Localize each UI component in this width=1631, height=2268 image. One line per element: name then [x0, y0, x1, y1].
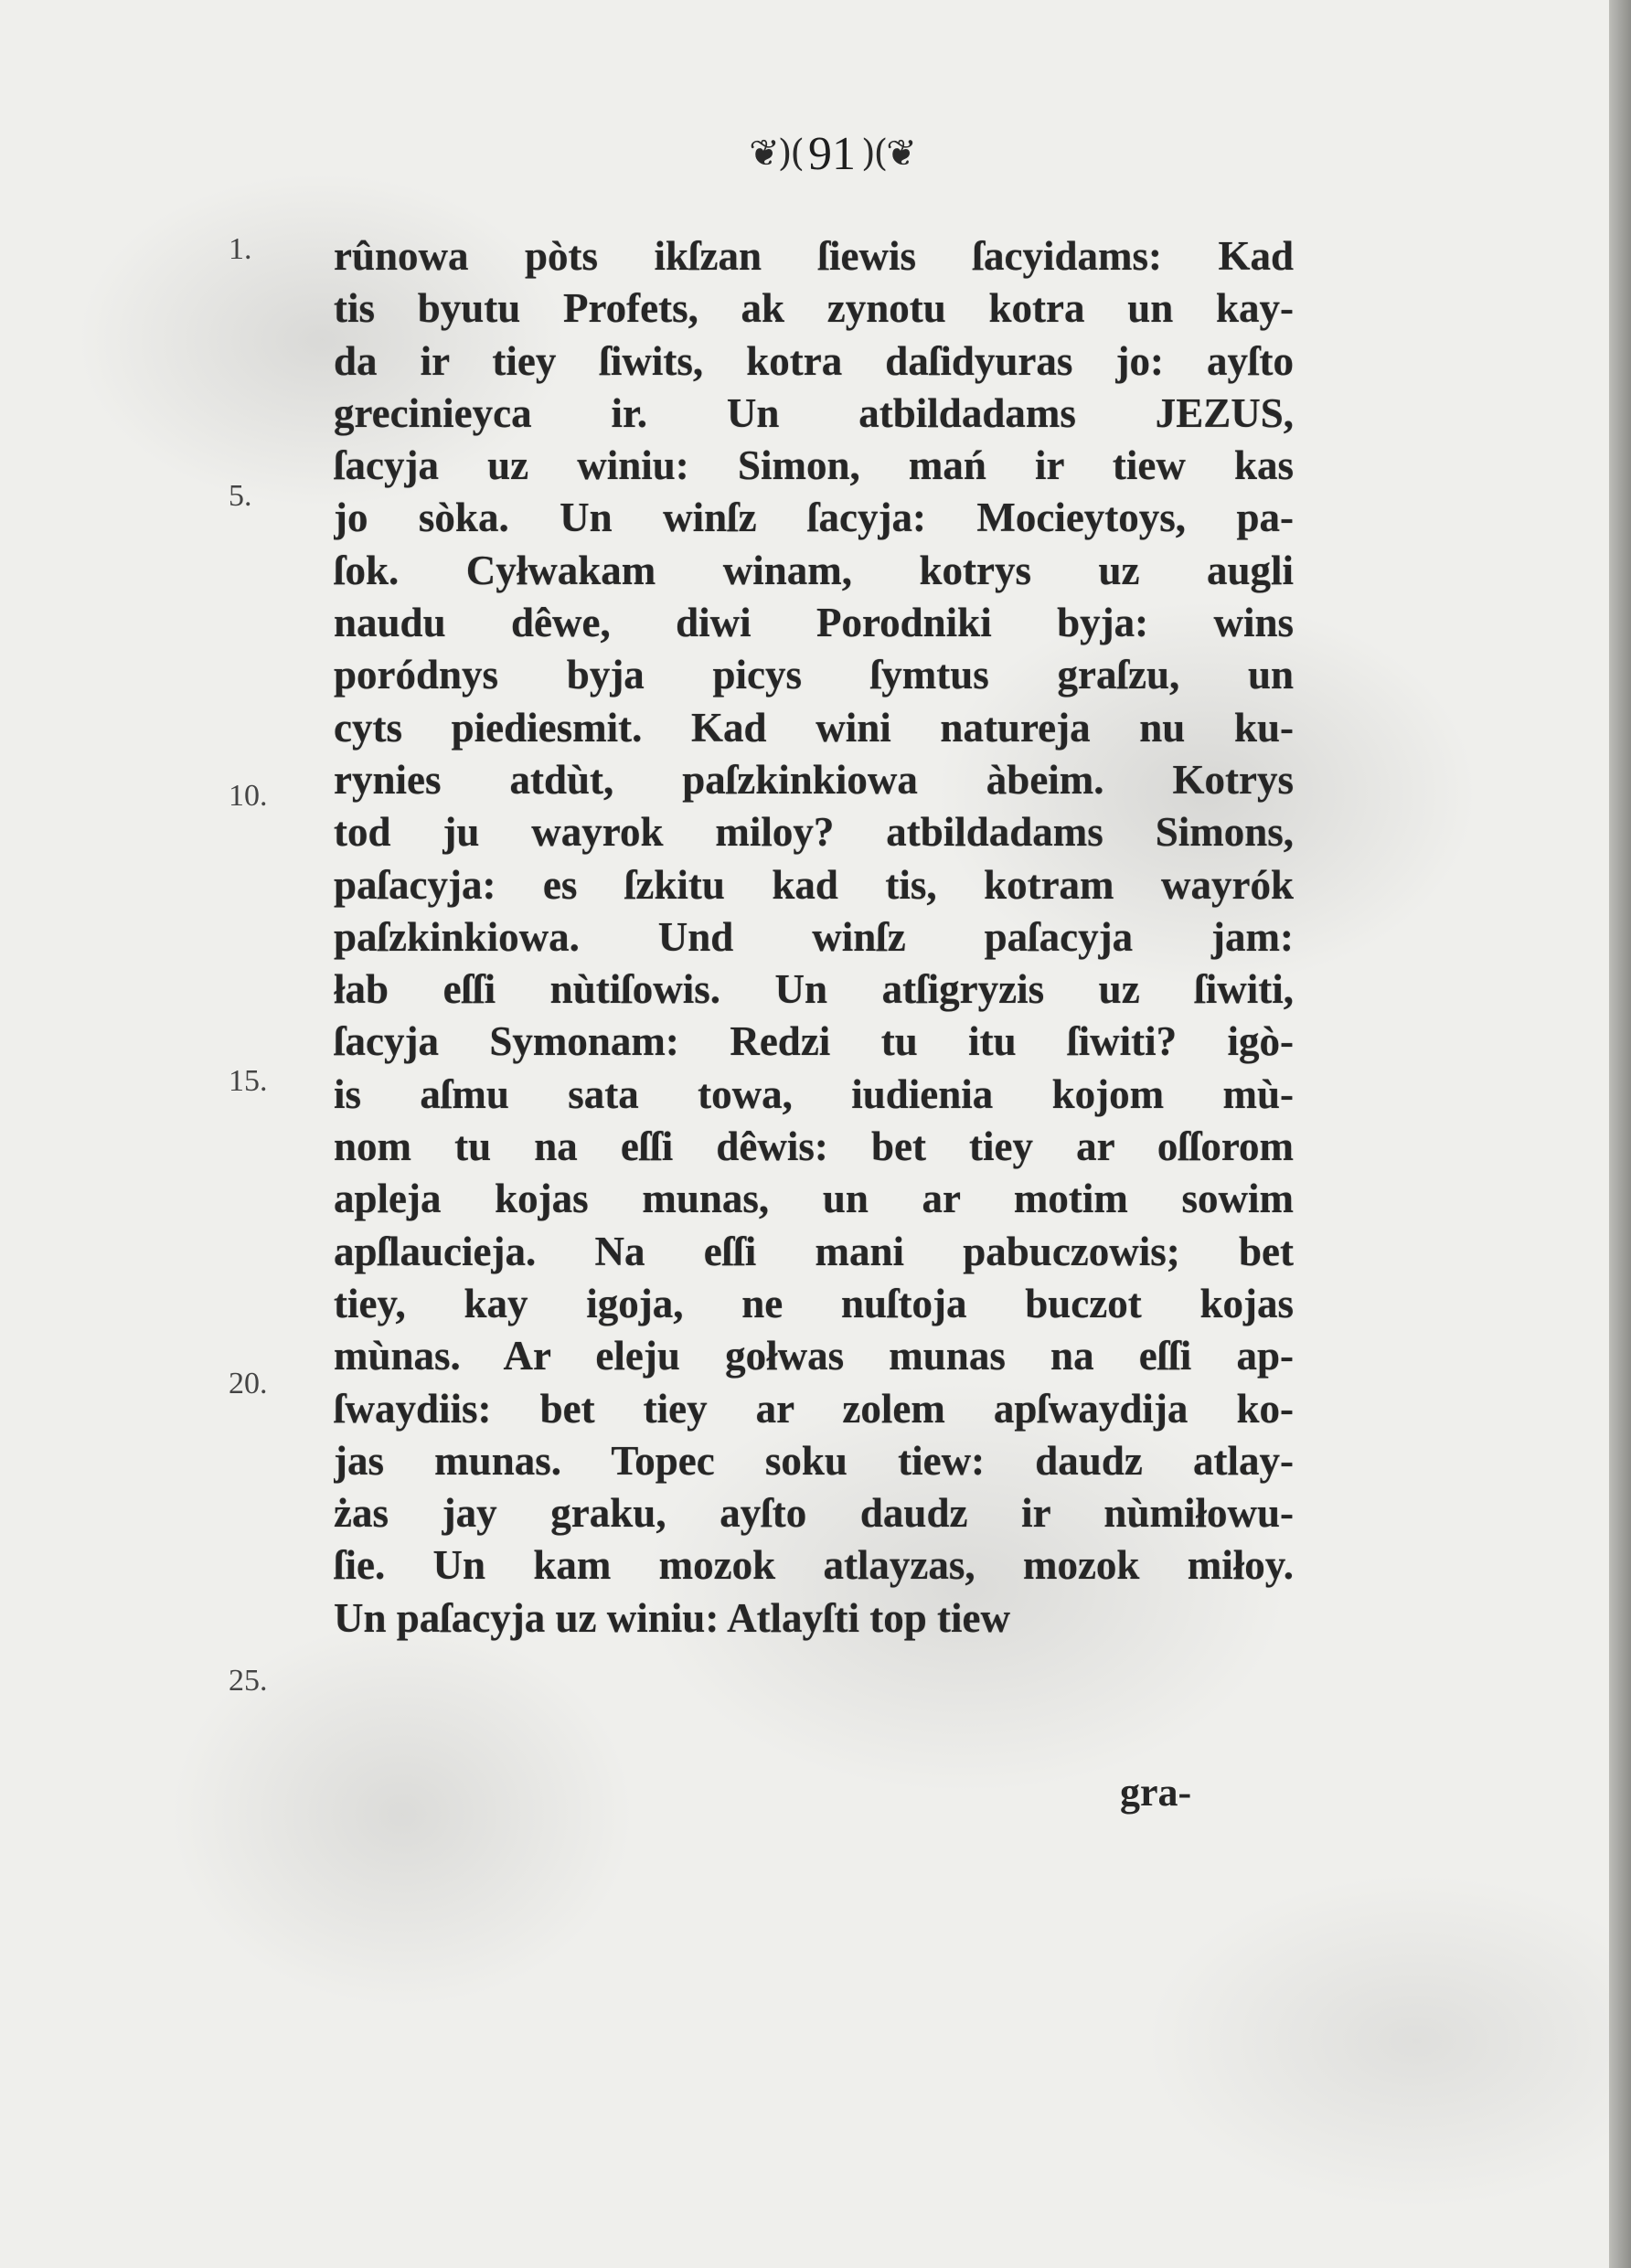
page-number: 91 — [808, 127, 856, 180]
text-line: grecinieyca ir. Un atbildadams JEZUS, — [334, 389, 1294, 436]
text-line: rûnowa pòts ikſzan ſiewis ſacyidams: Kad — [334, 233, 1294, 279]
text-line: naudu dêwe, diwi Porodniki byja: wins — [334, 600, 1294, 646]
margin-line-number: 25. — [229, 1664, 268, 1698]
margin-line-number: 20. — [229, 1367, 268, 1400]
margin-line-number: 15. — [229, 1064, 268, 1098]
text-line: mùnas. Ar eleju gołwas munas na eſſi ap- — [334, 1333, 1294, 1379]
text-line: da ir tiey ſiwits, kotra daſidyuras jo: ayſto — [334, 337, 1294, 384]
text-line: paſacyja: es ſzkitu kad tis, kotram wayrók — [334, 861, 1294, 908]
text-line: cyts piediesmit. Kad wini natureja nu ku- — [334, 704, 1294, 751]
text-line: nom tu na eſſi dêwis: bet tiey ar oſſorom — [334, 1123, 1294, 1170]
text-line: ſie. Un kam mozok atlayzas, mozok miłoy. — [334, 1542, 1294, 1589]
text-line: apſlaucieja. Na eſſi mani pabuczowis; bet — [334, 1228, 1294, 1274]
text-line: żas jay graku, ayſto daudz ir nùmiłowu- — [334, 1490, 1294, 1537]
page-edge — [1609, 0, 1631, 2268]
text-line: paſzkinkiowa. Und winſz paſacyja jam: — [334, 913, 1294, 960]
catchword: gra- — [1120, 1770, 1192, 1815]
body-text — [334, 230, 1294, 1645]
ornament-left-icon: ❦)( — [749, 133, 803, 175]
text-line: rynies atdùt, paſzkinkiowa àbeim. Kotrys — [334, 756, 1294, 803]
text-line: tiey, kay igoja, ne nuſtoja buczot kojas — [334, 1280, 1294, 1326]
page-header — [640, 117, 1024, 190]
text-line: tis byutu Profets, ak zynotu kotra un kay- — [334, 285, 1294, 332]
text-line: łab eſſi nùtiſowis. Un atſigryzis uz ſiwiti, — [334, 966, 1294, 1013]
text-line: jo sòka. Un winſz ſacyja: Mocieytoys, pa- — [334, 495, 1294, 541]
text-line: is aſmu sata towa, iudienia kojom mù- — [334, 1070, 1294, 1117]
ornament-right-icon: )(❦ — [861, 133, 915, 175]
text-line: ſacyja uz winiu: Simon, mań ir tiew kas — [334, 442, 1294, 489]
text-line: ſacyja Symonam: Redzi tu itu ſiwiti? igò- — [334, 1018, 1294, 1065]
text-line: jas munas. Topec soku tiew: daudz atlay- — [334, 1437, 1294, 1484]
text-line: Un paſacyja uz winiu: Atlayſti top tiew — [334, 1594, 1011, 1641]
margin-line-number: 5. — [229, 479, 252, 513]
text-line: ſok. Cyłwakam winam, kotrys uz augli — [334, 547, 1294, 593]
text-line: poródnys byja picys ſymtus graſzu, un — [334, 652, 1294, 698]
margin-line-number: 10. — [229, 779, 268, 813]
margin-line-number: 1. — [229, 232, 252, 266]
text-line: apleja kojas munas, un ar motim sowim — [334, 1176, 1294, 1222]
text-line: ſwaydiis: bet tiey ar zolem apſwaydija ko- — [334, 1385, 1294, 1432]
text-line: tod ju wayrok miloy? atbildadams Simons, — [334, 809, 1294, 856]
